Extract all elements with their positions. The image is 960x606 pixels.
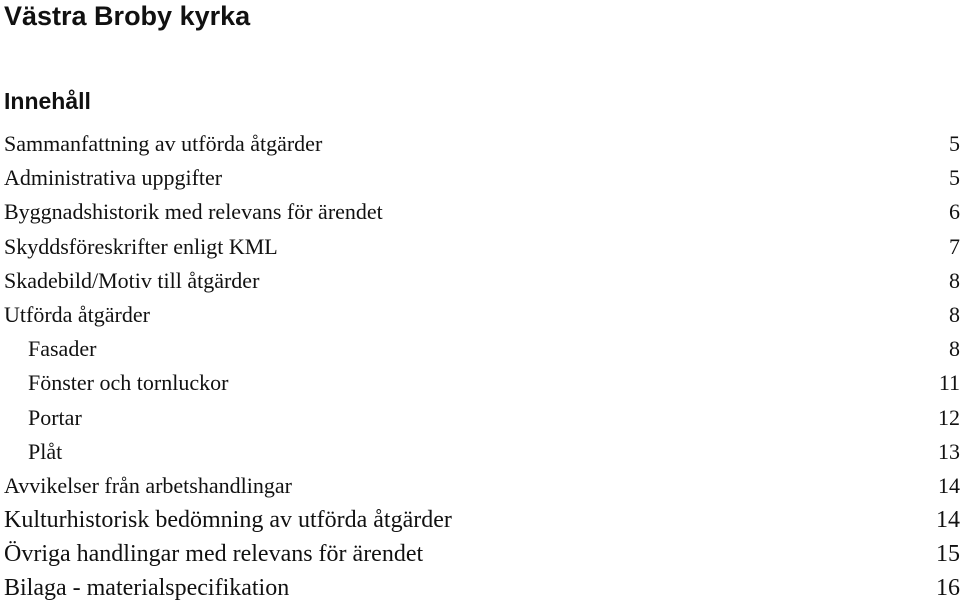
toc-entry[interactable] xyxy=(4,161,960,195)
toc-entry-page: 13 xyxy=(938,438,960,464)
toc-entry[interactable] xyxy=(4,230,960,264)
toc-entry-label: Skyddsföreskrifter enligt KML xyxy=(4,233,278,259)
toc-entry-label: Plåt xyxy=(28,438,63,464)
toc-subentry[interactable] xyxy=(4,435,960,469)
toc-entry-page: 8 xyxy=(949,267,960,293)
toc-entry[interactable] xyxy=(4,469,960,503)
toc-entry-page: 16 xyxy=(936,575,960,602)
toc-entry-label: Administrativa uppgifter xyxy=(4,165,223,191)
toc-entry-label: Övriga handlingar med relevans för ärendet xyxy=(4,541,424,568)
toc-subentry[interactable] xyxy=(4,332,960,366)
toc-entry[interactable] xyxy=(4,537,960,571)
toc-entry[interactable] xyxy=(4,503,960,537)
toc-entry-page: 12 xyxy=(938,404,960,430)
toc-entry-page: 8 xyxy=(949,301,960,327)
toc-entry[interactable] xyxy=(4,195,960,229)
table-of-contents xyxy=(4,127,960,606)
toc-entry-page: 14 xyxy=(938,472,960,498)
toc-entry-label: Bilaga - materialspecifikation xyxy=(4,575,290,602)
toc-entry-page: 5 xyxy=(949,131,960,156)
toc-entry[interactable] xyxy=(4,264,960,298)
toc-subentry[interactable] xyxy=(4,366,960,400)
toc-entry-label: Byggnadshistorik med relevans för ärendet xyxy=(4,199,383,225)
toc-entry-page: 15 xyxy=(936,541,960,568)
toc-entry-label: Fönster och tornluckor xyxy=(28,370,229,396)
toc-entry-label: Fasader xyxy=(28,336,97,362)
toc-entry-label: Sammanfattning av utförda åtgärder xyxy=(4,131,323,156)
toc-entry-label: Portar xyxy=(28,404,82,430)
toc-entry-label: Utförda åtgärder xyxy=(4,301,150,327)
toc-entry[interactable] xyxy=(4,127,960,161)
toc-entry[interactable] xyxy=(4,298,960,332)
toc-entry-page: 7 xyxy=(949,233,960,259)
toc-entry-page: 11 xyxy=(938,370,960,396)
toc-entry[interactable] xyxy=(4,571,960,605)
toc-subentry[interactable] xyxy=(4,401,960,435)
document-title: Västra Broby kyrka xyxy=(4,1,251,31)
toc-entry-page: 8 xyxy=(949,336,960,362)
toc-heading: Innehåll xyxy=(4,88,91,114)
toc-entry-page: 14 xyxy=(936,507,960,534)
toc-entry-label: Avvikelser från arbetshandlingar xyxy=(4,472,292,498)
toc-entry-page: 6 xyxy=(949,199,960,225)
toc-entry-label: Kulturhistorisk bedömning av utförda åtgärder xyxy=(4,507,452,534)
toc-entry-page: 5 xyxy=(949,165,960,191)
toc-entry-label: Skadebild/Motiv till åtgärder xyxy=(4,267,260,293)
